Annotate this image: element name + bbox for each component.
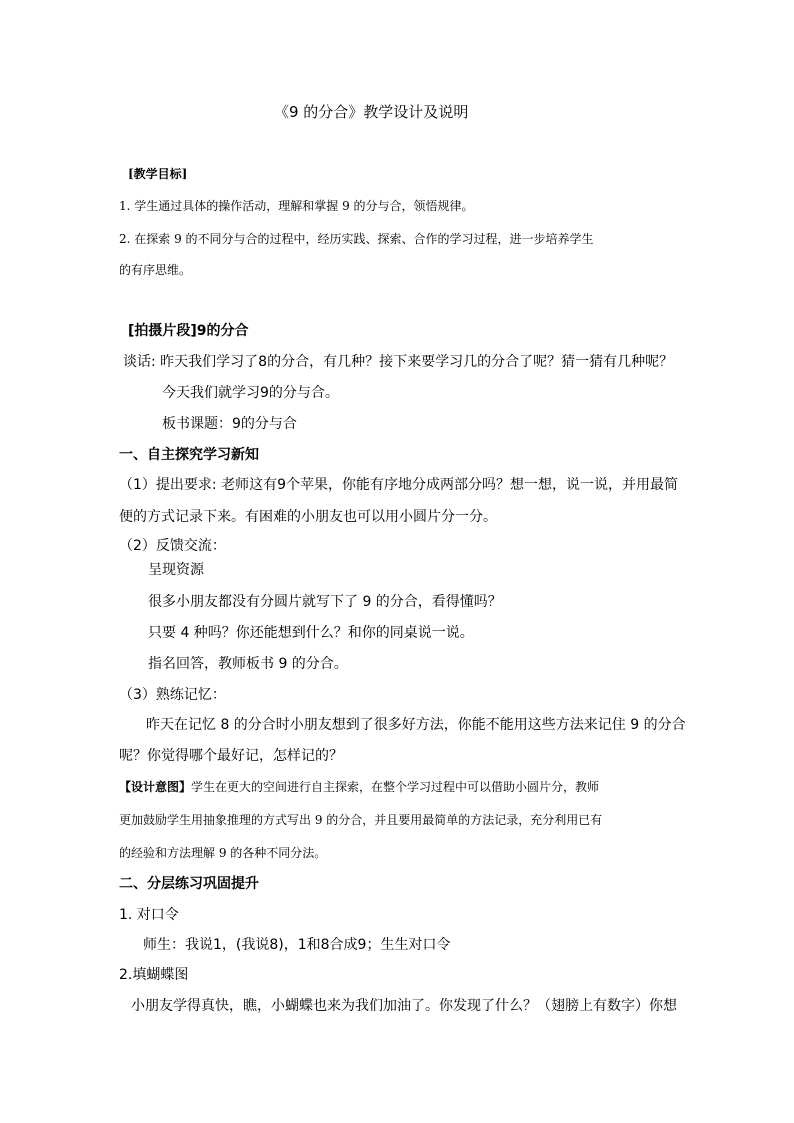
section-2-item-2: 2.填蝴蝶图	[119, 967, 189, 983]
design-intent-tag: 【设计意图】	[119, 780, 192, 794]
section-2-item-2-text: 小朋友学得真快，瞧，小蝴蝶也来为我们加油了。你发现了什么？（翅膀上有数字）你想	[131, 998, 677, 1014]
document-title: 《9 的分合》教学设计及说明	[274, 103, 469, 121]
section-1-p3: （3）熟练记忆：	[119, 687, 226, 703]
clip-talk: 谈话: 昨天我们学习了8的分合，有几种？接下来要学习几的分合了呢？猜一猜有几种呢？	[123, 354, 674, 370]
design-intent-text-1: 学生在更大的空间进行自主探索，在整个学习过程中可以借助小圆片分，教师	[191, 780, 600, 794]
section-2-item-1-text: 师生：我说1，(我说8)，1和8合成9；生生对口令	[143, 937, 451, 953]
design-intent-line-3: 的经验和方法理解 9 的各种不同分法。	[119, 846, 327, 860]
goal-item-2-line-2: 的有序思维。	[119, 263, 192, 277]
goals-heading: [教学目标]	[128, 167, 188, 181]
section-2-heading: 二、分层练习巩固提升	[119, 876, 259, 892]
section-1-p3-line-2: 呢？你觉得哪个最好记，怎样记的？	[119, 748, 343, 764]
section-1-p3-line-1: 昨天在记忆 8 的分合时小朋友想到了很多好方法，你能不能用这些方法来记住 9 的分合	[146, 717, 686, 733]
section-1-p1-line-2: 便的方式记录下来。有困难的小朋友也可以用小圆片分一分。	[119, 509, 497, 525]
goal-item-1: 1. 学生通过具体的操作活动，理解和掌握 9 的分与合，领悟规律。	[119, 199, 474, 213]
clip-heading: [拍摄片段]9的分合	[128, 323, 249, 339]
section-1-p2-c: 只要 4 种吗？你还能想到什么？和你的同桌说一说。	[148, 625, 474, 641]
design-intent-line-1	[119, 778, 599, 796]
section-1-heading: 一、自主探究学习新知	[119, 447, 259, 463]
goal-item-2-line-1: 2. 在探索 9 的不同分与合的过程中，经历实践、探索、合作的学习过程，进一步培养学生	[119, 232, 594, 246]
section-1-p2-b: 很多小朋友都没有分圆片就写下了 9 的分合，看得懂吗？	[148, 594, 502, 610]
section-1-p2: （2）反馈交流：	[119, 538, 226, 554]
design-intent-line-2: 更加鼓励学生用抽象推理的方式写出 9 的分合，并且要用最简单的方法记录，充分利用已有	[119, 813, 603, 827]
section-1-p2-d: 指名回答，教师板书 9 的分合。	[148, 656, 348, 672]
clip-today: 今天我们就学习9的分与合。	[162, 385, 339, 401]
clip-board: 板书课题：9的分与合	[162, 416, 297, 432]
section-1-p1-line-1: （1）提出要求: 老师这有9个苹果，你能有序地分成两部分吗？想一想，说一说，并用最简	[119, 477, 678, 493]
section-2-item-1: 1. 对口令	[119, 907, 179, 923]
section-1-p2-a: 呈现资源	[148, 562, 204, 578]
